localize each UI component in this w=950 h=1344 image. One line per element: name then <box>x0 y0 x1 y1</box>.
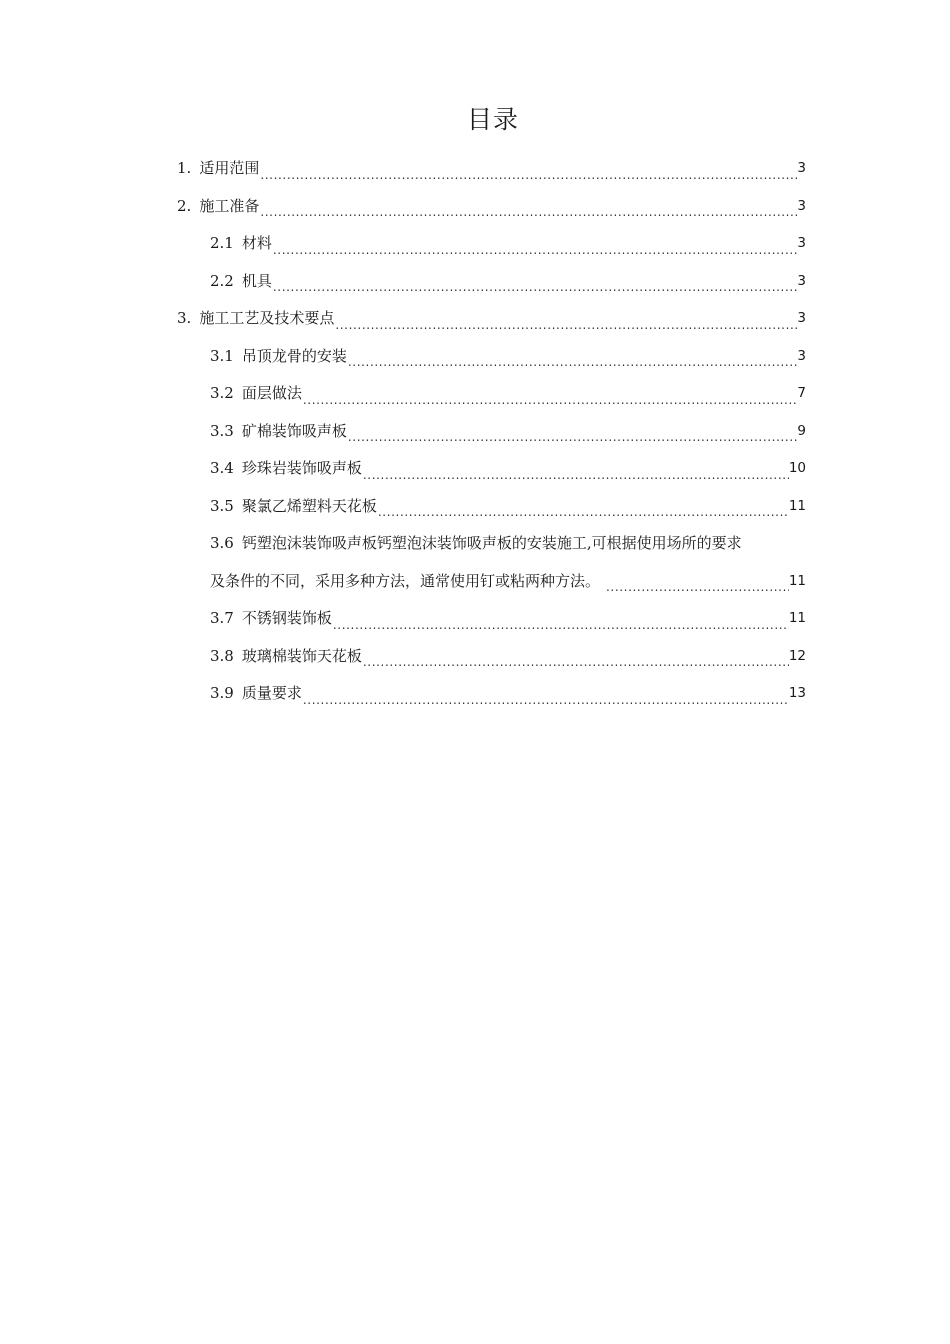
toc-entry-page: 12 <box>788 647 806 664</box>
toc-entry[interactable] <box>210 675 806 713</box>
toc-entry-number: 3.2 <box>210 384 234 402</box>
dot-leader <box>606 574 789 600</box>
toc-entry-label: 珍珠岩装饰吸声板 <box>241 459 362 477</box>
toc-entry-number: 3.1 <box>210 346 234 365</box>
toc-entry-label: 吊顶龙骨的安装 <box>241 346 347 365</box>
toc-entry-number: 3.6 <box>210 534 234 552</box>
toc-entry-label: 面层做法 <box>241 384 302 402</box>
toc-entry-label: 适用范围 <box>199 159 260 177</box>
toc-entry[interactable] <box>210 488 806 526</box>
toc-entry[interactable] <box>210 375 806 413</box>
toc-entry-label: 玻璃棉装饰天花板 <box>241 646 362 665</box>
toc-title: 目录 <box>466 105 519 134</box>
toc-entry[interactable] <box>210 338 806 376</box>
toc-entry-multiline[interactable] <box>210 525 806 600</box>
toc-entry-label: 聚氯乙烯塑料天花板 <box>241 496 377 515</box>
toc-entry-page: 9 <box>797 422 806 439</box>
toc-entry-page: 3 <box>797 310 806 326</box>
toc-entry-number: 3.4 <box>210 459 234 477</box>
toc-entry-line-1 <box>210 525 806 563</box>
toc-entry-number: 2.1 <box>210 234 234 252</box>
toc-entry-number: 1. <box>177 159 192 177</box>
toc-entry-label: 材料 <box>241 234 272 252</box>
toc-entry[interactable] <box>210 600 806 638</box>
toc-entry[interactable] <box>210 263 806 301</box>
dot-leader <box>335 312 797 338</box>
toc-entry-label-continued: 及条件的不同，采用多种方法，通常使用钉或粘两种方法。 <box>210 571 601 590</box>
toc-entry-label: 钙塑泡沫装饰吸声板钙塑泡沫装饰吸声板的安装施工,可根据使用场所的要求 <box>241 534 742 552</box>
toc-entry-label: 施工工艺及技术要点 <box>199 309 335 327</box>
toc-entry[interactable] <box>210 638 806 676</box>
toc-entry-number: 3.5 <box>210 496 234 515</box>
dot-leader <box>260 199 797 225</box>
toc-entry-page: 11 <box>788 572 806 589</box>
dot-leader <box>348 349 798 375</box>
toc-entry-page: 11 <box>788 497 806 514</box>
toc-entry-page: 3 <box>797 160 806 176</box>
toc-entry-page: 11 <box>788 610 806 626</box>
toc-entry-number: 3.9 <box>210 684 234 702</box>
toc-entry-number: 3.7 <box>210 609 234 627</box>
dot-leader <box>333 612 789 638</box>
dot-leader <box>303 387 798 413</box>
dot-leader <box>303 687 789 713</box>
toc-entry-page: 13 <box>788 685 806 701</box>
toc-entry-page: 10 <box>788 460 806 476</box>
toc-entry-page: 3 <box>797 272 806 289</box>
toc-entry-label: 矿棉装饰吸声板 <box>241 421 347 440</box>
toc-entry-label: 机具 <box>241 271 272 290</box>
dot-leader <box>273 237 798 263</box>
dot-leader <box>363 649 789 675</box>
toc-entry[interactable] <box>210 450 806 488</box>
dot-leader <box>260 162 797 188</box>
toc-entry-page: 3 <box>797 347 806 364</box>
toc-entry-number: 3.8 <box>210 646 234 665</box>
dot-leader <box>273 274 798 300</box>
dot-leader <box>348 424 798 450</box>
dot-leader <box>378 499 789 525</box>
toc-entry[interactable] <box>177 300 806 338</box>
dot-leader <box>363 462 789 488</box>
toc-entry-label: 施工准备 <box>199 196 260 215</box>
toc-entry-number: 2.2 <box>210 271 234 290</box>
toc-entry-label: 质量要求 <box>241 684 302 702</box>
toc-entry-page: 3 <box>797 235 806 251</box>
toc-entry[interactable] <box>210 225 806 263</box>
toc-entry[interactable] <box>177 188 806 226</box>
toc-entry-page: 7 <box>797 385 806 401</box>
toc-entry-label: 不锈钢装饰板 <box>241 609 332 627</box>
toc-entry[interactable] <box>177 150 806 188</box>
toc-entry[interactable] <box>210 413 806 451</box>
toc-entry-line-2 <box>210 563 806 601</box>
toc-entry-number: 3. <box>177 309 192 327</box>
toc-entry-number: 2. <box>177 196 192 215</box>
toc-entry-number: 3.3 <box>210 421 234 440</box>
toc-entry-page: 3 <box>797 197 806 214</box>
